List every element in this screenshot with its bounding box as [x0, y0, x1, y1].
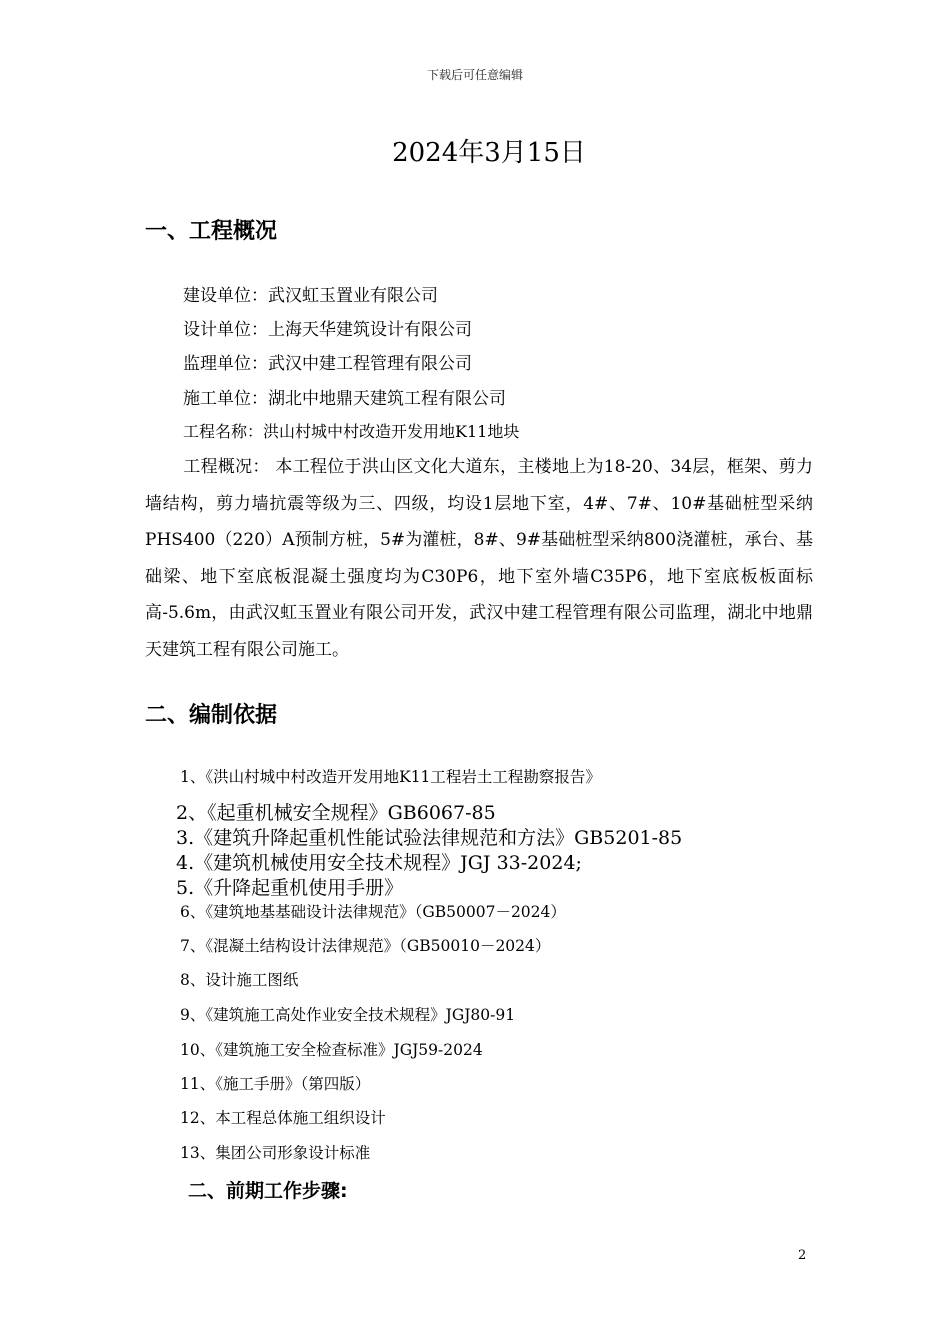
page-number: 2	[798, 1248, 807, 1263]
reference-item: 7、《混凝土结构设计法律规范》（GB50010－2024）	[180, 937, 551, 955]
reference-item: 11、《施工手册》（第四版）	[180, 1075, 371, 1093]
reference-item: 2、《起重机械安全规程》GB6067-85	[176, 802, 496, 824]
reference-item: 3.《建筑升降起重机性能试验法律规范和方法》GB5201-85	[176, 827, 683, 849]
reference-item: 10、《建筑施工安全检查标准》JGJ59-2024	[180, 1041, 483, 1059]
reference-item: 8、设计施工图纸	[180, 971, 299, 989]
section-heading-basis: 二、编制依据	[145, 703, 278, 728]
overview-text: 工程概况： 本工程位于洪山区文化大道东，主楼地上为18-20、34层，框架、剪力墙结构，剪力墙抗震等级为三、四级，均设1层地下室，4#、7#、10#基础桩型采纳PHS400（220）A预制方桩，5#为灌桩，8#、9#基础桩型采纳800浇灌桩，承台、基础梁、地下室底板混凝土强度均为C30P6，地下室外墙C35P6，地下室底板板面标高-5.6m，由武汉虹玉置业有限公司开发，武汉中建工程管理有限公司监理，湖北中地鼎天建筑工程有限公司施工。	[145, 457, 813, 660]
date-title: 2024年3月15日	[392, 138, 586, 168]
section-heading-overview: 一、工程概况	[145, 219, 278, 244]
reference-item: 13、集团公司形象设计标准	[180, 1144, 371, 1162]
info-line-designer: 设计单位：上海天华建筑设计有限公司	[183, 320, 472, 340]
info-line-project-name: 工程名称：洪山村城中村改造开发用地K11地块	[183, 422, 520, 441]
section-heading-preparation: 二、前期工作步骤:	[188, 1180, 348, 1202]
info-line-owner: 建设单位：武汉虹玉置业有限公司	[183, 286, 438, 306]
reference-item: 9、《建筑施工高处作业安全技术规程》JGJ80-91	[180, 1006, 516, 1024]
header-note: 下载后可任意编辑	[426, 68, 523, 82]
reference-item: 4.《建筑机械使用安全技术规程》JGJ 33-2024;	[176, 852, 582, 874]
info-line-supervisor: 监理单位：武汉中建工程管理有限公司	[183, 354, 472, 374]
reference-item: 5.《升降起重机使用手册》	[176, 877, 404, 899]
reference-item: 1、《洪山村城中村改造开发用地K11工程岩土工程勘察报告》	[180, 768, 601, 786]
reference-item: 6、《建筑地基基础设计法律规范》（GB50007－2024）	[180, 903, 566, 921]
overview-paragraph	[145, 449, 813, 669]
info-line-contractor: 施工单位：湖北中地鼎天建筑工程有限公司	[183, 389, 506, 409]
reference-item: 12、本工程总体施工组织设计	[180, 1109, 386, 1127]
